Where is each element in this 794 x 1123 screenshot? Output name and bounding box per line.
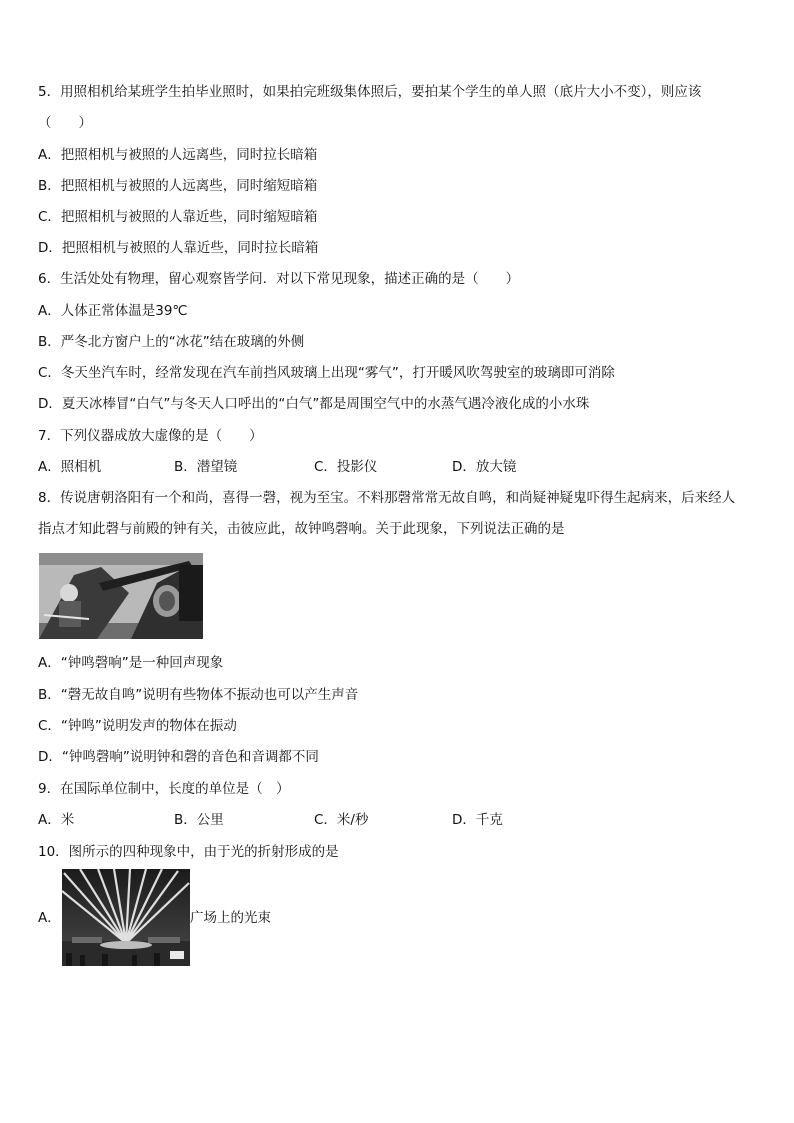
q6-option-d: D．夏天冰棒冒“白气”与冬天人口呼出的“白气”都是周围空气中的水蒸气遇冷液化成的小水珠	[38, 396, 590, 412]
q6-stem: 6．生活处处有物理，留心观察皆学问．对以下常见现象，描述正确的是（ ）	[38, 271, 520, 287]
q8-option-a: A．“钟鸣磬响”是一种回声现象	[38, 655, 224, 671]
bell-chime-illustration	[39, 553, 203, 639]
q7-option-b: B．潜望镜	[174, 459, 238, 475]
q10-stem: 10．图所示的四种现象中，由于光的折射形成的是	[38, 844, 339, 860]
q7-option-c: C．投影仪	[314, 459, 378, 475]
q8-option-d: D．“钟鸣磬响”说明钟和磬的音色和音调都不同	[38, 749, 319, 765]
q5-option-a: A．把照相机与被照的人远离些，同时拉长暗箱	[38, 147, 318, 163]
light-beams-photo-svg	[62, 869, 190, 966]
q6-option-a: A．人体正常体温是39℃	[38, 303, 188, 319]
q7-option-a: A．照相机	[38, 459, 102, 475]
q6-option-b: B．严冬北方窗户上的“冰花”结在玻璃的外侧	[38, 334, 305, 350]
q9-stem: 9．在国际单位制中，长度的单位是（ ）	[38, 781, 290, 797]
q9-options	[38, 811, 758, 829]
q10-option-a-letter: A．	[38, 910, 61, 926]
q7-options	[38, 458, 758, 476]
q8-stem-line2: 指点才知此磬与前殿的钟有关，击彼应此，故钟鸣磬响。关于此现象，下列说法正确的是	[38, 521, 565, 537]
q5-option-b: B．把照相机与被照的人远离些，同时缩短暗箱	[38, 178, 318, 194]
q9-option-a: A．米	[38, 812, 75, 828]
bell-chime-illustration-svg	[39, 553, 203, 639]
light-beams-photo	[62, 869, 190, 966]
q7-option-d: D．放大镜	[452, 459, 517, 475]
q8-stem-line1: 8．传说唐朝洛阳有一个和尚，喜得一磬，视为至宝。不料那磬常常无故自鸣，和尚疑神疑鬼吓得生起病来，后来经人	[38, 490, 736, 506]
q5-answer-paren: （ ）	[38, 115, 92, 131]
q9-option-d: D．千克	[452, 812, 503, 828]
q6-option-c: C．冬天坐汽车时，经常发现在汽车前挡风玻璃上出现“雾气”，打开暖风吹驾驶室的玻璃即可消除	[38, 365, 615, 381]
q7-stem: 7．下列仪器成放大虚像的是（ ）	[38, 428, 263, 444]
q5-stem: 5．用照相机给某班学生拍毕业照时，如果拍完班级集体照后，要拍某个学生的单人照（底片大小不变），则应该	[38, 84, 702, 100]
q10-option-a-caption: 广场上的光束	[190, 910, 271, 926]
q8-option-c: C．“钟鸣”说明发声的物体在振动	[38, 718, 237, 734]
q8-option-b: B．“磬无故自鸣”说明有些物体不振动也可以产生声音	[38, 687, 359, 703]
q5-option-d: D．把照相机与被照的人靠近些，同时拉长暗箱	[38, 240, 319, 256]
q5-option-c: C．把照相机与被照的人靠近些，同时缩短暗箱	[38, 209, 318, 225]
q9-option-b: B．公里	[174, 812, 224, 828]
q9-option-c: C．米/秒	[314, 812, 369, 828]
